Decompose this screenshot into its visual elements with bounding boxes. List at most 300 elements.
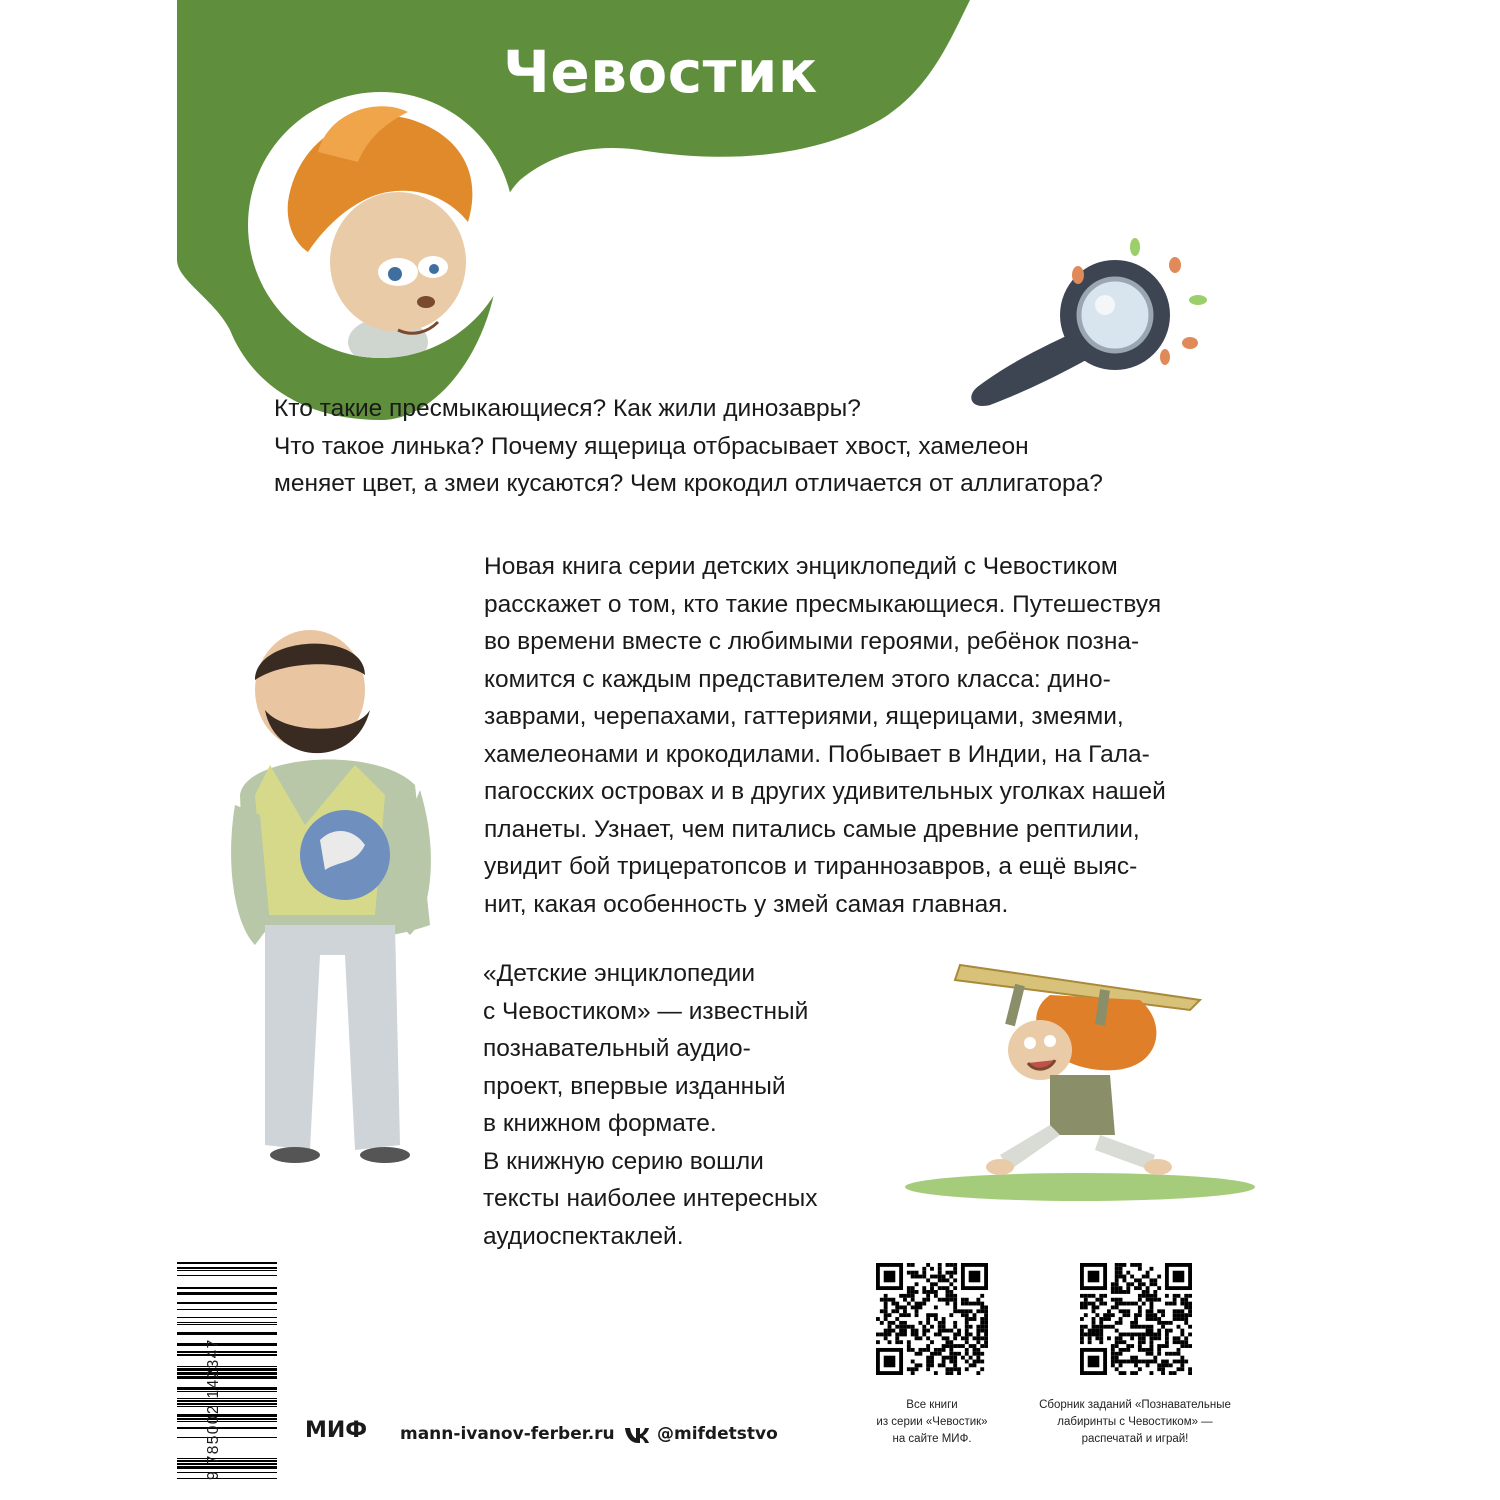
qr-module	[1138, 1344, 1142, 1348]
qr-module	[1099, 1336, 1103, 1340]
qr-module	[1111, 1286, 1115, 1290]
qr-module	[880, 1298, 884, 1302]
qr-module	[926, 1356, 930, 1360]
qr-module	[984, 1317, 988, 1321]
qr-module	[1146, 1313, 1150, 1317]
qr-module	[1099, 1294, 1103, 1298]
qr-module	[880, 1333, 884, 1337]
qr-module	[1134, 1317, 1138, 1321]
qr-module	[895, 1333, 899, 1337]
qr-module	[1099, 1333, 1103, 1337]
qr-module	[1134, 1371, 1138, 1375]
qr-module	[953, 1305, 957, 1309]
qr-module	[1115, 1336, 1119, 1340]
qr-module	[1095, 1305, 1099, 1309]
qr-module	[946, 1344, 950, 1348]
qr-module	[984, 1340, 988, 1344]
qr-module	[930, 1267, 934, 1271]
qr-module	[918, 1302, 922, 1306]
qr-module	[942, 1321, 946, 1325]
qr-module	[1188, 1305, 1192, 1309]
qr-module	[1165, 1302, 1169, 1306]
qr-module	[938, 1263, 942, 1267]
qr-module	[980, 1352, 984, 1356]
description-line: пагосских островах и в других удивительных уголках нашей	[484, 778, 1166, 805]
qr-module	[976, 1329, 980, 1333]
qr-module	[903, 1313, 907, 1317]
qr-module	[969, 1309, 973, 1313]
barcode-bar	[177, 1400, 277, 1402]
qr-module	[973, 1317, 977, 1321]
qr-module	[1142, 1340, 1146, 1344]
qr-module	[1084, 1325, 1088, 1329]
qr-module	[1157, 1352, 1161, 1356]
qr-module	[1150, 1344, 1154, 1348]
qr-module	[1157, 1317, 1161, 1321]
qr-module	[926, 1329, 930, 1333]
qr-module	[980, 1344, 984, 1348]
qr-module	[953, 1286, 957, 1290]
qr-module	[884, 1336, 888, 1340]
qr-module	[980, 1329, 984, 1333]
qr-module	[1157, 1348, 1161, 1352]
publisher-website[interactable]: mann-ivanov-ferber.ru	[400, 1424, 615, 1444]
qr-module	[1173, 1317, 1177, 1321]
description-line: комится с каждым представителем этого класса: дино-	[484, 665, 1111, 693]
qr-module	[980, 1360, 984, 1364]
qr-caption-line: Сборник заданий «Познавательные	[1039, 1399, 1231, 1411]
qr-module	[1169, 1329, 1173, 1333]
qr-module	[1092, 1309, 1096, 1313]
qr-module	[1177, 1352, 1181, 1356]
qr-module	[922, 1275, 926, 1279]
qr-module	[938, 1321, 942, 1325]
qr-module	[1138, 1325, 1142, 1329]
barcode-bar	[177, 1458, 277, 1459]
qr-module	[915, 1336, 919, 1340]
qr-module	[957, 1344, 961, 1348]
qr-module	[1088, 1302, 1092, 1306]
qr-module	[953, 1298, 957, 1302]
qr-module	[949, 1282, 953, 1286]
qr-module	[1134, 1302, 1138, 1306]
qr-module	[1184, 1336, 1188, 1340]
qr-module	[1080, 1340, 1084, 1344]
qr-module	[949, 1356, 953, 1360]
qr-module	[930, 1356, 934, 1360]
barcode-bar	[177, 1343, 277, 1346]
qr-module	[1084, 1305, 1088, 1309]
intro-line: Что такое линька? Почему ящерица отбрасывает хвост, хамелеон	[274, 432, 1029, 460]
qr-caption-line: из серии «Чевостик»	[876, 1416, 988, 1428]
magnifier-gadget-illustration	[960, 235, 1220, 410]
qr-module	[938, 1329, 942, 1333]
qr-module	[911, 1371, 915, 1375]
qr-module	[918, 1348, 922, 1352]
qr-module	[907, 1286, 911, 1290]
qr-code-all-books[interactable]	[876, 1263, 988, 1375]
qr-module	[1146, 1325, 1150, 1329]
qr-module	[1126, 1360, 1130, 1364]
qr-module	[949, 1271, 953, 1275]
qr-module	[1099, 1325, 1103, 1329]
qr-module	[942, 1344, 946, 1348]
qr-module	[969, 1356, 973, 1360]
qr-module	[911, 1329, 915, 1333]
barcode-bar	[177, 1427, 277, 1429]
qr-module	[946, 1302, 950, 1306]
qr-module	[969, 1325, 973, 1329]
qr-module	[1119, 1290, 1123, 1294]
qr-module	[1111, 1313, 1115, 1317]
qr-module	[1165, 1333, 1169, 1337]
qr-module	[895, 1309, 899, 1313]
qr-module	[957, 1352, 961, 1356]
qr-module	[961, 1298, 965, 1302]
qr-module	[888, 1298, 892, 1302]
qr-module	[922, 1298, 926, 1302]
qr-module	[946, 1340, 950, 1344]
qr-module	[876, 1317, 880, 1321]
social-handle[interactable]: @mifdetstvo	[657, 1424, 778, 1444]
qr-module	[1180, 1344, 1184, 1348]
qr-module	[1180, 1363, 1184, 1367]
qr-module	[1092, 1302, 1096, 1306]
qr-module	[1184, 1305, 1188, 1309]
qr-finder	[969, 1271, 981, 1283]
qr-module	[884, 1333, 888, 1337]
qr-module	[1150, 1278, 1154, 1282]
qr-module	[922, 1348, 926, 1352]
qr-module	[1173, 1336, 1177, 1340]
qr-module	[1150, 1317, 1154, 1321]
qr-module	[1153, 1313, 1157, 1317]
qr-module	[891, 1298, 895, 1302]
qr-module	[965, 1317, 969, 1321]
qr-module	[1115, 1282, 1119, 1286]
qr-module	[1134, 1325, 1138, 1329]
qr-module	[938, 1267, 942, 1271]
qr-module	[1146, 1333, 1150, 1337]
qr-module	[980, 1336, 984, 1340]
qr-module	[1142, 1348, 1146, 1352]
qr-module	[1157, 1298, 1161, 1302]
qr-module	[1146, 1309, 1150, 1313]
qr-module	[953, 1333, 957, 1337]
qr-caption-mazes	[1030, 1397, 1240, 1448]
qr-module	[930, 1286, 934, 1290]
qr-module	[984, 1313, 988, 1317]
qr-module	[934, 1352, 938, 1356]
qr-module	[891, 1321, 895, 1325]
running-chevostik-illustration	[900, 955, 1260, 1210]
qr-module	[907, 1302, 911, 1306]
qr-module	[930, 1313, 934, 1317]
qr-module	[884, 1313, 888, 1317]
qr-caption-all-books	[852, 1397, 1012, 1448]
qr-module	[1142, 1360, 1146, 1364]
qr-module	[942, 1325, 946, 1329]
qr-module	[949, 1263, 953, 1267]
qr-module	[1122, 1348, 1126, 1352]
qr-module	[1153, 1298, 1157, 1302]
qr-module	[1119, 1317, 1123, 1321]
qr-module	[1080, 1333, 1084, 1337]
intro-questions	[274, 390, 1103, 503]
qr-module	[903, 1298, 907, 1302]
qr-module	[1130, 1371, 1134, 1375]
qr-module	[1092, 1329, 1096, 1333]
qr-module	[969, 1363, 973, 1367]
qr-module	[1099, 1302, 1103, 1306]
qr-module	[976, 1360, 980, 1364]
qr-module	[915, 1290, 919, 1294]
barcode-bar	[177, 1262, 277, 1264]
qr-module	[1184, 1317, 1188, 1321]
qr-module	[1111, 1298, 1115, 1302]
qr-module	[980, 1321, 984, 1325]
qr-module	[1138, 1367, 1142, 1371]
qr-module	[976, 1336, 980, 1340]
qr-module	[949, 1298, 953, 1302]
qr-module	[1177, 1309, 1181, 1313]
qr-module	[1173, 1309, 1177, 1313]
qr-module	[1138, 1278, 1142, 1282]
qr-module	[1115, 1286, 1119, 1290]
qr-module	[957, 1309, 961, 1313]
qr-module	[1161, 1325, 1165, 1329]
qr-finder	[1088, 1271, 1100, 1283]
qr-module	[961, 1313, 965, 1317]
qr-module	[961, 1309, 965, 1313]
qr-module	[976, 1302, 980, 1306]
barcode-bar	[177, 1287, 277, 1289]
qr-module	[884, 1305, 888, 1309]
qr-module	[965, 1325, 969, 1329]
qr-module	[926, 1317, 930, 1321]
qr-module	[1180, 1333, 1184, 1337]
qr-module	[953, 1367, 957, 1371]
qr-module	[1177, 1294, 1181, 1298]
qr-module	[984, 1321, 988, 1325]
qr-module	[949, 1290, 953, 1294]
qr-module	[1111, 1352, 1115, 1356]
qr-module	[915, 1367, 919, 1371]
qr-module	[903, 1333, 907, 1337]
qr-module	[1150, 1313, 1154, 1317]
qr-module	[1084, 1294, 1088, 1298]
qr-module	[911, 1367, 915, 1371]
qr-module	[949, 1344, 953, 1348]
qr-module	[1134, 1356, 1138, 1360]
qr-module	[891, 1302, 895, 1306]
qr-module	[1130, 1302, 1134, 1306]
barcode-bar	[177, 1372, 277, 1375]
qr-module	[922, 1271, 926, 1275]
qr-module	[911, 1286, 915, 1290]
qr-module	[1119, 1275, 1123, 1279]
barcode-bar	[177, 1267, 277, 1269]
qr-module	[1119, 1363, 1123, 1367]
qr-module	[1107, 1309, 1111, 1313]
qr-module	[976, 1352, 980, 1356]
qr-module	[1161, 1371, 1165, 1375]
about-line: в книжном формате.	[483, 1110, 717, 1137]
isbn-barcode	[177, 1262, 277, 1482]
qr-module	[973, 1313, 977, 1317]
barcode-bar	[177, 1322, 277, 1323]
qr-module	[930, 1282, 934, 1286]
qr-module	[942, 1356, 946, 1360]
qr-module	[1080, 1325, 1084, 1329]
qr-module	[1088, 1340, 1092, 1344]
qr-module	[942, 1275, 946, 1279]
barcode-bar	[177, 1302, 277, 1304]
qr-module	[1130, 1275, 1134, 1279]
qr-module	[1122, 1371, 1126, 1375]
qr-module	[953, 1352, 957, 1356]
qr-module	[1180, 1329, 1184, 1333]
qr-module	[1161, 1309, 1165, 1313]
qr-module	[1103, 1313, 1107, 1317]
qr-module	[1146, 1360, 1150, 1364]
qr-module	[1165, 1294, 1169, 1298]
qr-module	[1088, 1329, 1092, 1333]
qr-module	[946, 1278, 950, 1282]
qr-module	[949, 1294, 953, 1298]
barcode-bar	[177, 1292, 277, 1295]
qr-caption-line: лабиринты с Чевостиком» —	[1057, 1416, 1213, 1428]
professor-with-globe-illustration	[225, 625, 455, 1170]
qr-module	[965, 1309, 969, 1313]
qr-module	[934, 1282, 938, 1286]
qr-module	[1138, 1313, 1142, 1317]
qr-module	[915, 1275, 919, 1279]
qr-module	[1095, 1325, 1099, 1329]
qr-module	[1119, 1348, 1123, 1352]
qr-module	[1119, 1263, 1123, 1267]
qr-module	[911, 1275, 915, 1279]
qr-module	[1150, 1309, 1154, 1313]
qr-module	[911, 1263, 915, 1267]
qr-module	[976, 1348, 980, 1352]
qr-module	[946, 1356, 950, 1360]
vk-icon[interactable]	[623, 1424, 651, 1446]
qr-module	[884, 1329, 888, 1333]
qr-module	[973, 1344, 977, 1348]
qr-module	[926, 1344, 930, 1348]
qr-module	[969, 1333, 973, 1337]
qr-module	[1107, 1313, 1111, 1317]
qr-module	[1146, 1286, 1150, 1290]
qr-module	[938, 1333, 942, 1337]
qr-module	[1122, 1278, 1126, 1282]
qr-module	[1111, 1305, 1115, 1309]
qr-module	[903, 1321, 907, 1325]
qr-module	[946, 1371, 950, 1375]
qr-module	[911, 1271, 915, 1275]
qr-module	[953, 1271, 957, 1275]
qr-module	[946, 1367, 950, 1371]
qr-module	[957, 1371, 961, 1375]
qr-module	[1111, 1360, 1115, 1364]
qr-module	[965, 1348, 969, 1352]
qr-module	[1150, 1352, 1154, 1356]
qr-module	[926, 1321, 930, 1325]
qr-module	[1153, 1356, 1157, 1360]
qr-module	[1138, 1333, 1142, 1337]
qr-module	[922, 1325, 926, 1329]
book-series-title: Чевостик	[503, 38, 818, 106]
qr-module	[1177, 1348, 1181, 1352]
qr-module	[1150, 1325, 1154, 1329]
qr-module	[1142, 1275, 1146, 1279]
qr-module	[1115, 1344, 1119, 1348]
qr-module	[926, 1313, 930, 1317]
qr-module	[1080, 1329, 1084, 1333]
qr-module	[1142, 1333, 1146, 1337]
qr-module	[884, 1317, 888, 1321]
qr-module	[1092, 1333, 1096, 1337]
qr-module	[903, 1305, 907, 1309]
qr-module	[926, 1294, 930, 1298]
qr-module	[1165, 1329, 1169, 1333]
barcode-bar	[177, 1437, 277, 1438]
qr-module	[1130, 1333, 1134, 1337]
qr-module	[973, 1363, 977, 1367]
chevostik-portrait	[248, 92, 514, 358]
qr-module	[973, 1336, 977, 1340]
qr-module	[922, 1302, 926, 1306]
qr-module	[1169, 1321, 1173, 1325]
qr-module	[938, 1352, 942, 1356]
qr-module	[1134, 1278, 1138, 1282]
qr-module	[1130, 1321, 1134, 1325]
qr-module	[1161, 1344, 1165, 1348]
qr-module	[1095, 1298, 1099, 1302]
qr-module	[930, 1360, 934, 1364]
barcode-bar	[177, 1309, 277, 1310]
qr-module	[1150, 1340, 1154, 1344]
qr-module	[1115, 1298, 1119, 1302]
qr-module	[1153, 1333, 1157, 1337]
qr-module	[984, 1336, 988, 1340]
qr-module	[926, 1367, 930, 1371]
description-line: планеты. Узнает, чем питались самые древние рептилии,	[484, 815, 1140, 843]
qr-module	[1184, 1344, 1188, 1348]
about-line: «Детские энциклопедии	[483, 960, 756, 987]
qr-module	[1180, 1298, 1184, 1302]
qr-module	[907, 1313, 911, 1317]
barcode-bar	[177, 1472, 277, 1473]
qr-module	[1150, 1360, 1154, 1364]
qr-module	[876, 1333, 880, 1337]
qr-module	[1122, 1340, 1126, 1344]
intro-line: меняет цвет, а змеи кусаются? Чем крокодил отличается от аллигатора?	[274, 470, 1103, 497]
about-line: с Чевостиком» — известный	[483, 997, 809, 1025]
qr-module	[976, 1340, 980, 1344]
qr-code-mazes[interactable]	[1080, 1263, 1192, 1375]
qr-module	[938, 1275, 942, 1279]
qr-module	[907, 1340, 911, 1344]
qr-module	[1146, 1298, 1150, 1302]
qr-module	[926, 1278, 930, 1282]
qr-module	[930, 1275, 934, 1279]
qr-module	[1122, 1333, 1126, 1337]
qr-module	[984, 1333, 988, 1337]
qr-module	[895, 1317, 899, 1321]
qr-module	[1138, 1294, 1142, 1298]
